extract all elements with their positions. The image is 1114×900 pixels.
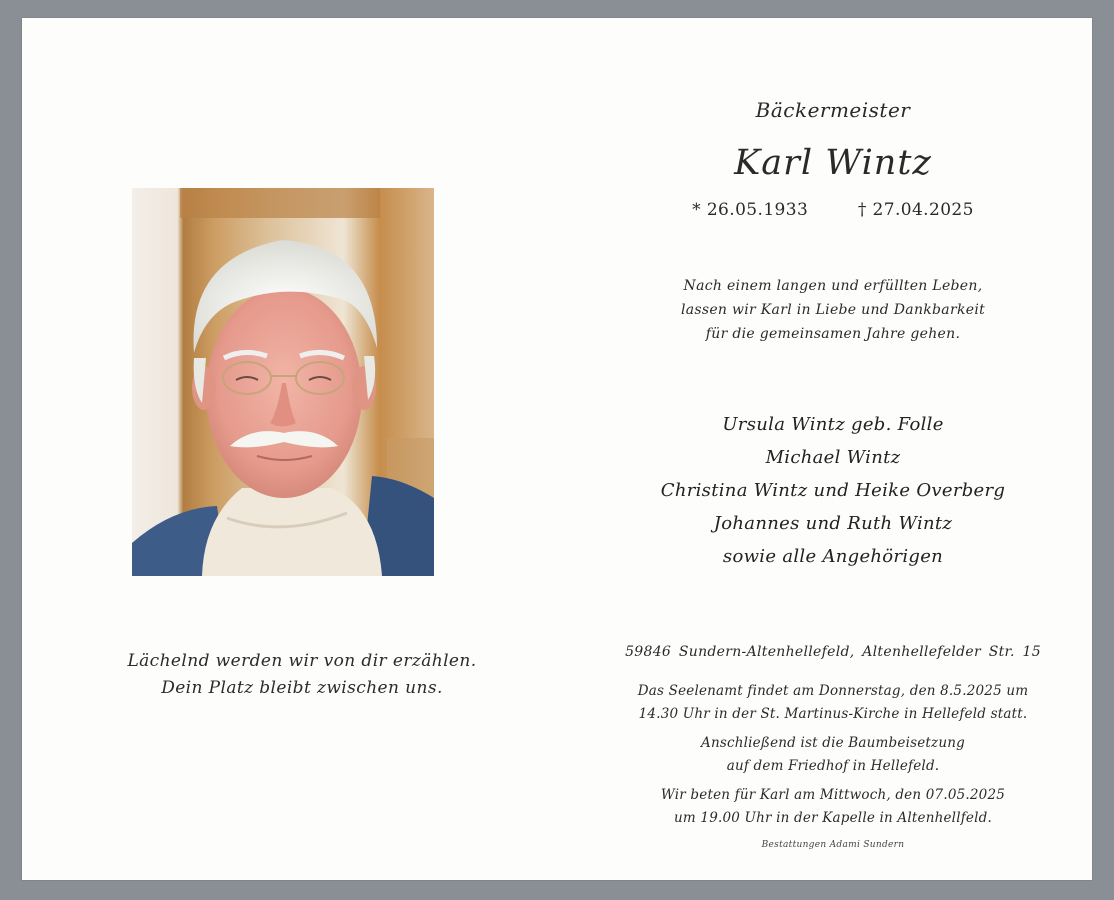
service-line: Wir beten für Karl am Mittwoch, den 07.05.2025: [660, 787, 1006, 803]
family-member: Johannes und Ruth Wintz: [713, 513, 953, 534]
quote-line-2: Dein Platz bleibt zwischen uns.: [161, 678, 443, 698]
farewell-line-3: für die gemeinsamen Jahre gehen.: [705, 326, 961, 342]
family-member: sowie alle Angehörigen: [722, 546, 944, 567]
service-line: Anschließend ist die Baumbeisetzung: [701, 735, 965, 751]
family-member: Michael Wintz: [765, 447, 901, 468]
service-line: auf dem Friedhof in Hellefeld.: [726, 758, 940, 774]
service-line: Das Seelenamt findet am Donnerstag, den 8.5.2025 um: [637, 683, 1029, 699]
farewell-line-2: lassen wir Karl in Liebe und Dankbarkeit: [680, 302, 986, 318]
service-line: um 19.00 Uhr in der Kapelle in Altenhellfeld.: [674, 810, 992, 826]
family-list: [578, 408, 1088, 573]
right-column: [578, 18, 1088, 880]
obituary-card: [22, 18, 1092, 880]
service-details: [578, 680, 1088, 830]
family-address: 59846 Sundern-Altenhellefeld, Altenhellefelder Str. 15: [625, 644, 1041, 660]
family-member: Ursula Wintz geb. Folle: [722, 414, 944, 435]
occupation-title: Bäckermeister: [755, 98, 911, 122]
left-column: [22, 18, 582, 880]
portrait-photo: [132, 188, 434, 576]
service-line: 14.30 Uhr in der St. Martinus-Kirche in Hellefeld statt.: [638, 706, 1028, 722]
undertaker-credit: Bestattungen Adami Sundern: [761, 840, 905, 850]
portrait-illustration: [132, 188, 434, 576]
birth-date: * 26.05.1933: [692, 200, 809, 220]
deceased-name: Karl Wintz: [734, 143, 932, 183]
quote-line-1: Lächelnd werden wir von dir erzählen.: [127, 651, 477, 671]
family-member: Christina Wintz und Heike Overberg: [660, 480, 1006, 501]
farewell-text: [578, 274, 1088, 346]
death-date: † 27.04.2025: [857, 200, 974, 220]
memorial-quote: [62, 648, 542, 702]
farewell-line-1: Nach einem langen und erfüllten Leben,: [683, 278, 983, 294]
life-dates: [578, 200, 1088, 220]
